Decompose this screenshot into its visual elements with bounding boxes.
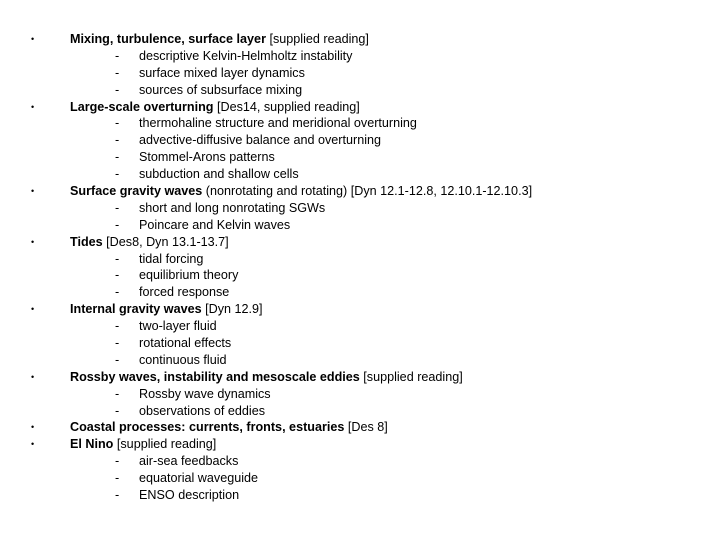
subtopic-item bbox=[0, 386, 720, 403]
topic-line bbox=[0, 183, 720, 200]
topic-line bbox=[0, 99, 720, 116]
topic-title: Large-scale overturning bbox=[70, 99, 214, 114]
bullet-icon: • bbox=[31, 236, 35, 247]
subtopic-text: thermohaline structure and meridional overturning bbox=[139, 116, 417, 131]
dash-marker: - bbox=[115, 319, 120, 334]
topic-line bbox=[0, 419, 720, 436]
subtopic-text: short and long nonrotating SGWs bbox=[139, 200, 326, 215]
subtopic-item bbox=[0, 132, 720, 149]
subtopic-text: descriptive Kelvin-Helmholtz instability bbox=[139, 48, 353, 63]
topic-reference: [supplied reading] bbox=[113, 437, 217, 452]
topic-reference: [Des14, supplied reading] bbox=[213, 99, 360, 114]
dash-marker: - bbox=[115, 352, 120, 367]
bullet-icon: • bbox=[31, 304, 35, 315]
bullet-icon: • bbox=[31, 422, 35, 433]
dash-marker: - bbox=[115, 217, 120, 232]
subtopic-text: sources of subsurface mixing bbox=[139, 82, 303, 97]
topic-text bbox=[70, 301, 263, 318]
bullet-icon: • bbox=[31, 371, 35, 382]
subtopic-item bbox=[0, 453, 720, 470]
topic-item bbox=[0, 99, 720, 183]
dash-marker: - bbox=[115, 488, 120, 503]
dash-marker: - bbox=[115, 65, 120, 80]
bullet-icon: • bbox=[31, 34, 35, 44]
subtopic-item bbox=[0, 200, 720, 217]
dash-marker: - bbox=[115, 403, 120, 418]
subtopic-text: equatorial waveguide bbox=[139, 471, 259, 486]
subtopic-item bbox=[0, 48, 720, 65]
topic-text bbox=[70, 419, 388, 436]
topic-text bbox=[70, 31, 369, 48]
topic-title: Surface gravity waves bbox=[70, 184, 203, 199]
subtopic-text: ENSO description bbox=[139, 488, 240, 503]
dash-marker: - bbox=[115, 48, 120, 63]
topic-item bbox=[0, 419, 720, 436]
topic-item bbox=[0, 183, 720, 234]
topic-reference: (nonrotating and rotating) [Dyn 12.1-12.8, 12.10.1-12.10.3] bbox=[202, 184, 533, 199]
subtopic-text: equilibrium theory bbox=[139, 268, 239, 283]
topic-text bbox=[70, 183, 532, 200]
topic-title: Tides bbox=[70, 234, 103, 249]
dash-marker: - bbox=[115, 116, 120, 131]
dash-marker: - bbox=[115, 285, 120, 300]
subtopic-item bbox=[0, 267, 720, 284]
topic-text bbox=[70, 436, 216, 453]
subtopic-item bbox=[0, 284, 720, 301]
dash-marker: - bbox=[115, 200, 120, 215]
bullet-icon: • bbox=[31, 101, 35, 112]
topic-title: Rossby waves, instability and mesoscale eddies bbox=[70, 369, 360, 384]
topic-title: El Nino bbox=[70, 437, 114, 452]
topic-item bbox=[0, 436, 720, 504]
topic-reference: [supplied reading] bbox=[359, 369, 463, 384]
subtopic-item bbox=[0, 487, 720, 504]
subtopic-item bbox=[0, 352, 720, 369]
dash-marker: - bbox=[115, 336, 120, 351]
topic-reference: [Des 8] bbox=[344, 420, 388, 435]
subtopic-item bbox=[0, 403, 720, 420]
subtopic-item bbox=[0, 115, 720, 132]
dash-marker: - bbox=[115, 268, 120, 283]
bullet-icon: • bbox=[31, 186, 35, 197]
topic-line bbox=[0, 234, 720, 251]
subtopic-item bbox=[0, 217, 720, 234]
topic-item bbox=[0, 301, 720, 369]
topic-item bbox=[0, 234, 720, 302]
subtopic-text: Poincare and Kelvin waves bbox=[139, 217, 291, 232]
dash-marker: - bbox=[115, 454, 120, 469]
topic-title: Mixing, turbulence, surface layer bbox=[70, 32, 266, 46]
topic-item bbox=[0, 369, 720, 420]
topic-text bbox=[70, 99, 360, 116]
dash-marker: - bbox=[115, 133, 120, 148]
topic-reference: [supplied reading] bbox=[265, 32, 369, 46]
topic-line bbox=[0, 301, 720, 318]
topic-line bbox=[0, 436, 720, 453]
dash-marker: - bbox=[115, 150, 120, 165]
subtopic-item bbox=[0, 149, 720, 166]
subtopic-item bbox=[0, 470, 720, 487]
subtopic-text: tidal forcing bbox=[139, 251, 204, 266]
subtopic-text: Stommel-Arons patterns bbox=[139, 150, 275, 165]
subtopic-item bbox=[0, 65, 720, 82]
dash-marker: - bbox=[115, 251, 120, 266]
topic-text bbox=[70, 369, 463, 386]
subtopic-item bbox=[0, 82, 720, 99]
topic-line bbox=[0, 369, 720, 386]
topic-title: Internal gravity waves bbox=[70, 302, 202, 317]
subtopic-text: air-sea feedbacks bbox=[139, 454, 239, 469]
subtopic-text: Rossby wave dynamics bbox=[139, 386, 271, 401]
subtopic-item bbox=[0, 318, 720, 335]
topic-line bbox=[0, 31, 720, 48]
dash-marker: - bbox=[115, 167, 120, 182]
subtopic-item bbox=[0, 251, 720, 268]
topic-item bbox=[0, 31, 720, 99]
subtopic-text: observations of eddies bbox=[139, 403, 266, 418]
subtopic-text: advective-diffusive balance and overturning bbox=[139, 133, 381, 148]
bullet-icon: • bbox=[31, 439, 35, 450]
subtopic-text: continuous fluid bbox=[139, 352, 227, 367]
topic-outline bbox=[0, 31, 720, 504]
topic-reference: [Dyn 12.9] bbox=[201, 302, 263, 317]
dash-marker: - bbox=[115, 471, 120, 486]
subtopic-item bbox=[0, 166, 720, 183]
dash-marker: - bbox=[115, 386, 120, 401]
subtopic-text: surface mixed layer dynamics bbox=[139, 65, 305, 80]
topic-reference: [Des8, Dyn 13.1-13.7] bbox=[102, 234, 229, 249]
subtopic-item bbox=[0, 335, 720, 352]
subtopic-text: subduction and shallow cells bbox=[139, 167, 299, 182]
subtopic-text: forced response bbox=[139, 285, 230, 300]
topic-title: Coastal processes: currents, fronts, estuaries bbox=[70, 420, 345, 435]
topic-text bbox=[70, 234, 229, 251]
subtopic-text: rotational effects bbox=[139, 336, 232, 351]
dash-marker: - bbox=[115, 82, 120, 97]
subtopic-text: two-layer fluid bbox=[139, 319, 217, 334]
